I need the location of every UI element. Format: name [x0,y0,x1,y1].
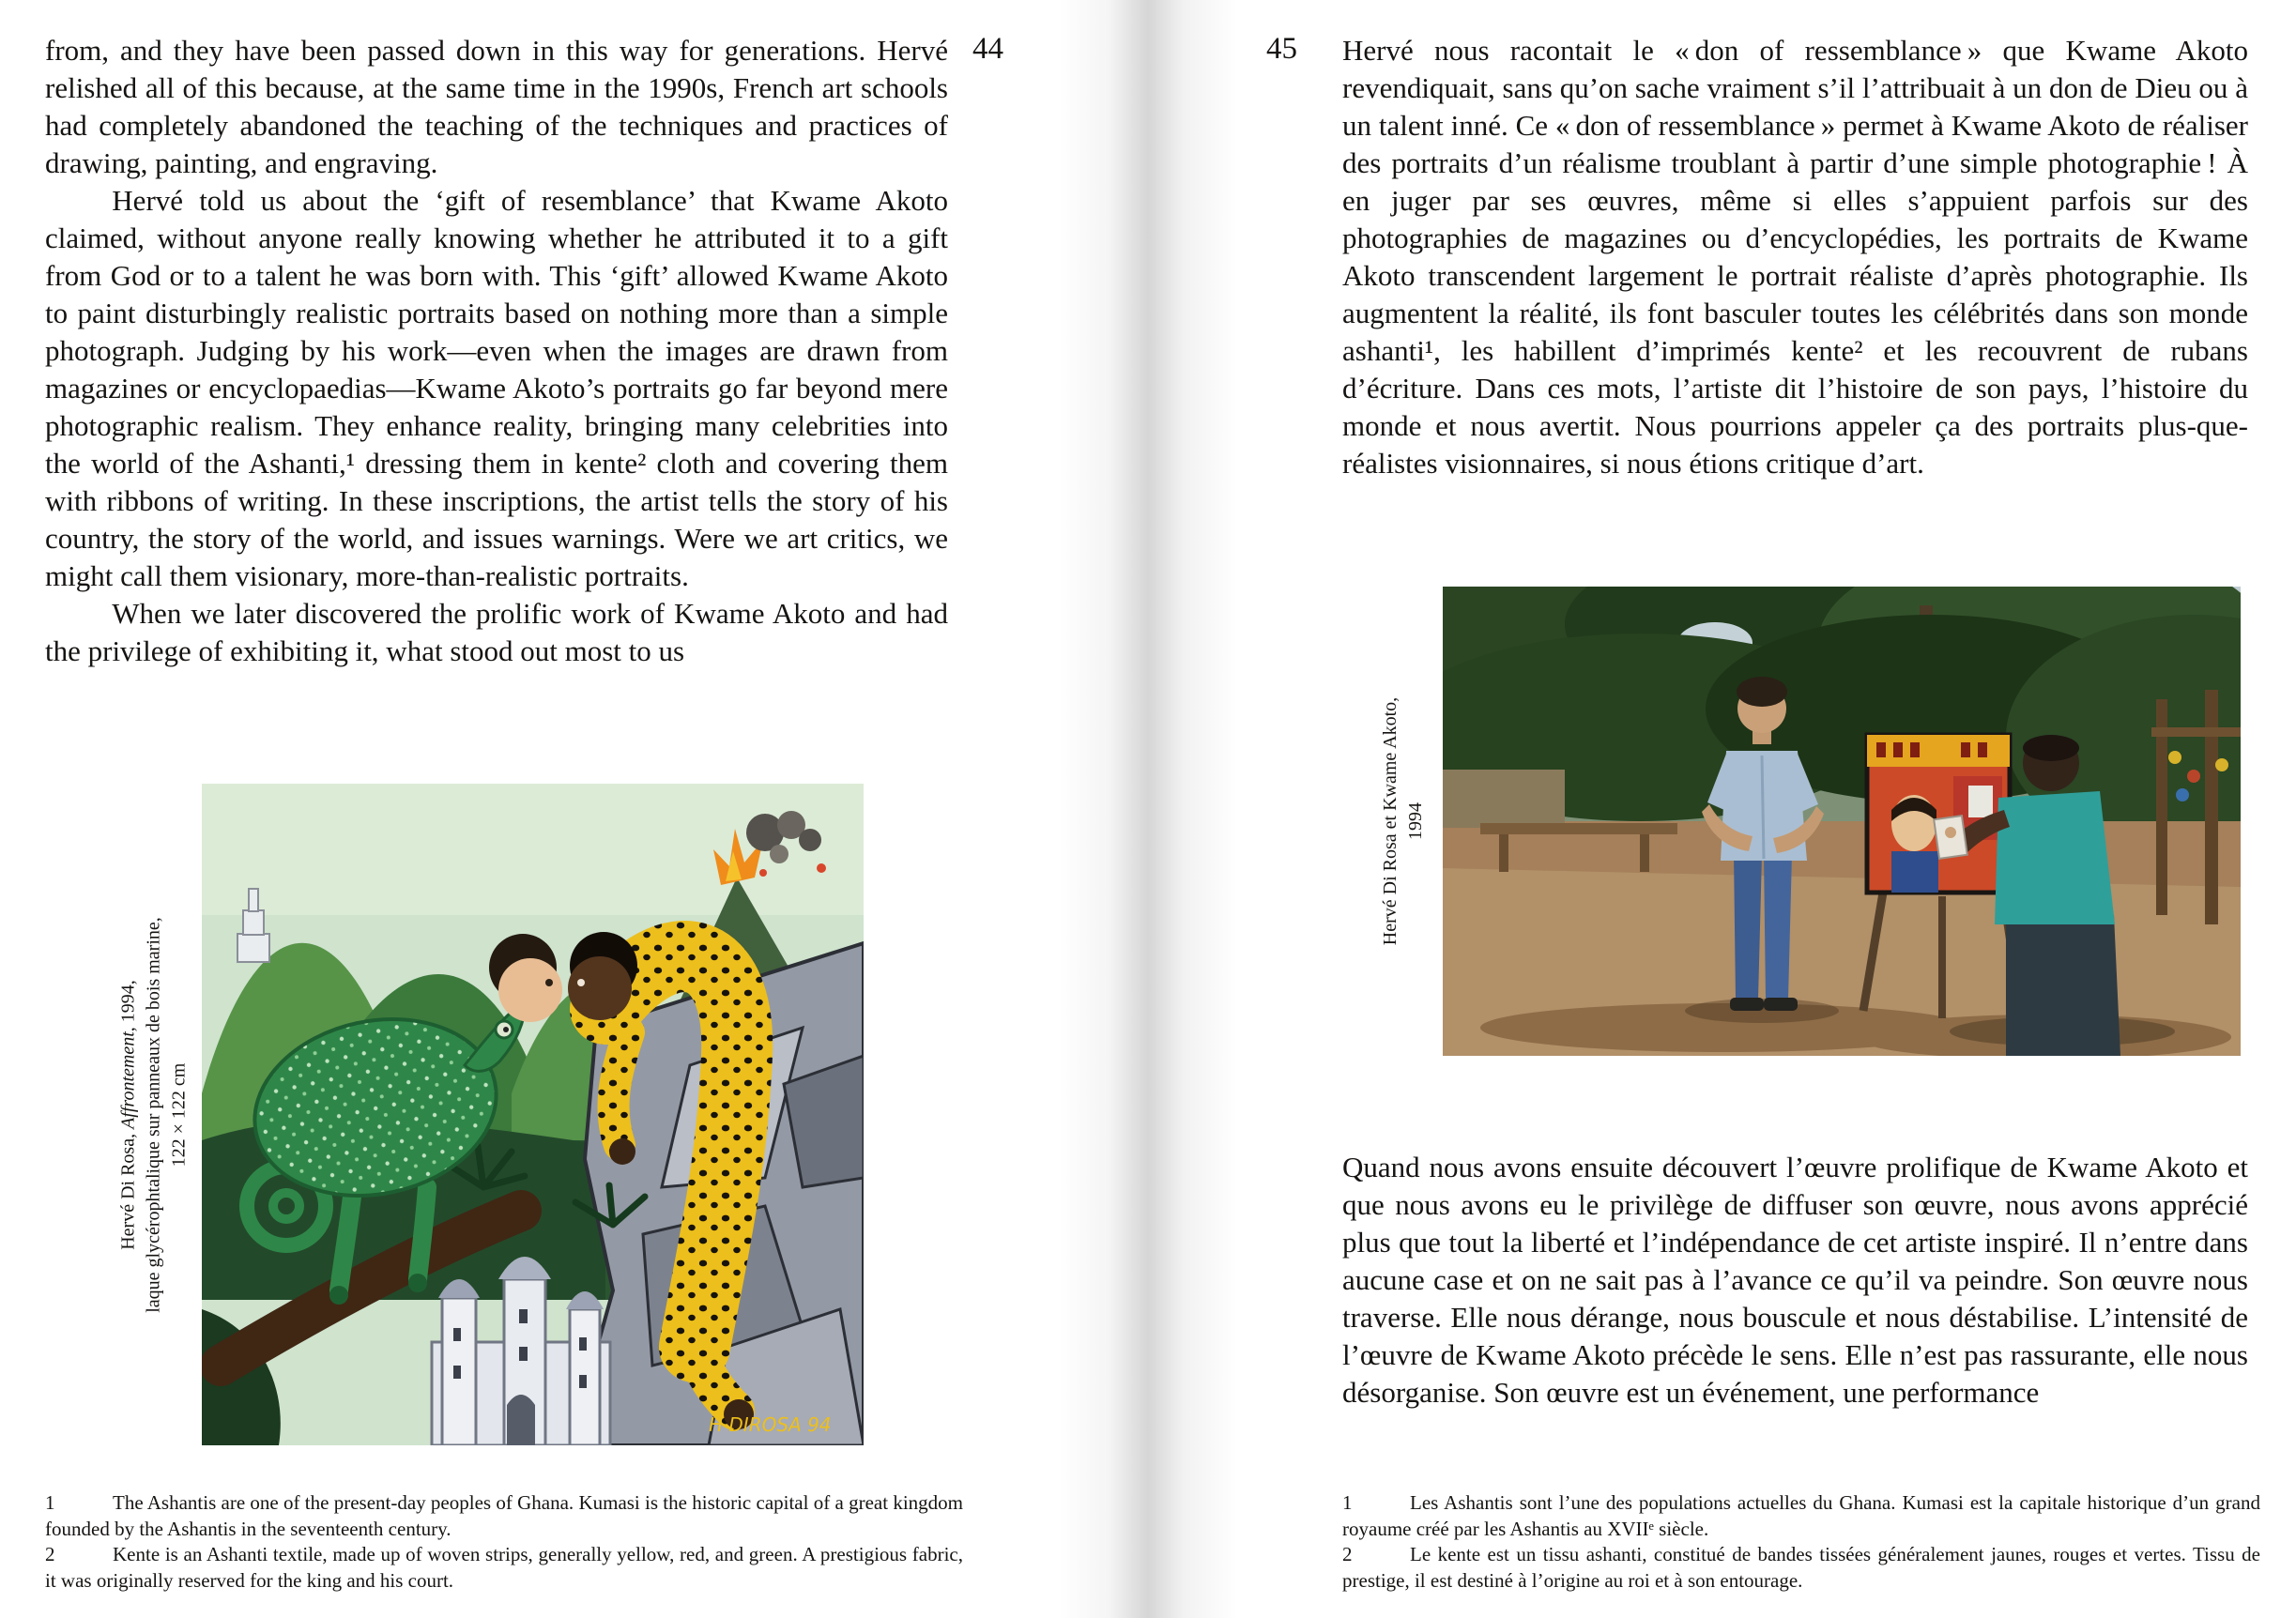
body-paragraph: Quand nous avons ensuite découvert l’œuvre prolifique de Kwame Akoto et que nous avons eu le privilège de diffuser son œuvre, nous avons apprécié plus que tout la liberté et l’indépendance de cet artiste inspiré. Il n’entre dans aucune case et on ne sait pas à l’avance ce qu’il va peindre. Son œuvre nous traverse. Elle nous dérange, nous bouscule et nous déstabilise. L’intensité de l’œuvre de Kwame Akoto précède le sens. Elle n’est pas rassurante, elle nous désorganise. Son œuvre est un événement, une performance [1342,1151,2248,1409]
caption-title: Affrontement [117,1030,139,1129]
footnote-number: 2 [1342,1543,1353,1565]
page-right [1148,0,2296,1618]
body-paragraph: When we later discovered the prolific work of Kwame Akoto and had the privilege of exhibiting it, what stood out most to us [45,597,948,667]
body-paragraph: Hervé nous racontait le « don of ressemblance » que Kwame Akoto revendiquait, sans qu’on sache vraiment s’il l’attribuait à un don de Dieu ou à un talent inné. Ce « don of ressemblance » permet à Kwame Akoto de réaliser des portraits d’un réalisme troublant à partir d’une simple photographie ! À en juger par ses œuvres, même si elles s’appuient parfois sur des photographies de magazines ou d’encyclopédies, les portraits de Kwame Akoto transcendent largement le portrait réaliste d’après photographie. Ils augmentent la réalité, ils font basculer toutes les célébrités dans son monde ashanti¹, les habillent d’imprimés kente² et les recouvrent de rubans d’écriture. Dans ces mots, l’artiste dit l’histoire de son pays, l’histoire du monde et nous avertit. Nous pourrions appeler ça des portraits plus-que-réalistes visionnaires, si nous étions critique d’art. [1342,34,2248,480]
footnote-number: 2 [45,1543,55,1565]
footnote-text: The Ashantis are one of the present-day peoples of Ghana. Kumasi is the historic capital of a great kingdom founded by the Ashantis in the seventeenth century. [45,1491,963,1540]
painting-caption [111,784,197,1445]
caption-line: 1994 [1405,802,1426,840]
painting-signature: H DIROSA 94 [709,1413,832,1436]
photo-caption [1371,587,1435,1056]
right-page-body-top [1342,32,2248,482]
caption-line: Hervé Di Rosa et Kwame Akoto, [1380,696,1401,946]
footnote [1342,1490,2260,1542]
caption-artist: Hervé Di Rosa, [117,1128,139,1250]
page-number-44: 44 [972,32,1003,66]
caption-year: , 1994, [117,979,139,1031]
page-number-45: 45 [1266,32,1297,66]
footnote-text: Les Ashantis sont l’une des populations actuelles du Ghana. Kumasi est la capitale historique d’un grand royaume créé par les Ashantis au XVIIᵉ siècle. [1342,1491,2260,1540]
right-footnotes [1342,1490,2260,1594]
footnote [1342,1542,2260,1594]
right-page-body-bottom [1342,1149,2248,1412]
caption-line: laque glycérophtalique sur panneaux de bois marine, [143,916,164,1313]
footnote-text: Le kente est un tissu ashanti, constitué de bandes tissées généralement jaunes, rouges et vertes. Tissu de prestige, il est destiné à l’origine au roi et à son entourage. [1342,1543,2260,1592]
left-footnotes [45,1490,963,1594]
left-page-body [45,32,948,670]
photo-dirosa-akoto-image [1443,587,2241,1056]
footnote-number: 1 [45,1491,55,1514]
footnote [45,1542,963,1594]
body-paragraph: Hervé told us about the ‘gift of resemblance’ that Kwame Akoto claimed, without anyone really knowing whether he attributed it to a gift from God or to a talent he was born with. This ‘gift’ allowed Kwame Akoto to paint disturbingly realistic portraits based on nothing more than a simple photograph. Judging by his work—even when the images are drawn from magazines or encyclopaedias—Kwame Akoto’s portraits go far beyond mere photographic realism. They enhance reality, bringing many celebrities into the world of the Ashanti,¹ dressing them in kente² cloth and covering them with ribbons of writing. In these inscriptions, the artist tells the story of his country, the story of the world, and issues warnings. Were we art critics, we might call them visionary, more-than-realistic portraits. [45,184,948,592]
footnote [45,1490,963,1542]
footnote-text: Kente is an Ashanti textile, made up of woven strips, generally yellow, red, and green. A prestigious fabric, it was originally reserved for the king and his court. [45,1543,963,1592]
painting-affrontement-image [202,784,864,1445]
body-paragraph: from, and they have been passed down in this way for generations. Hervé relished all of this because, at the same time in the 1990s, French art schools had completely abandoned the teaching of the techniques and practices of drawing, painting, and engraving. [45,34,948,179]
footnote-number: 1 [1342,1491,1353,1514]
photo-dirosa-akoto [1443,587,2241,1056]
caption-line: 122 × 122 cm [168,1062,190,1167]
painting-affrontement [202,784,864,1445]
caption-line [116,784,142,1445]
